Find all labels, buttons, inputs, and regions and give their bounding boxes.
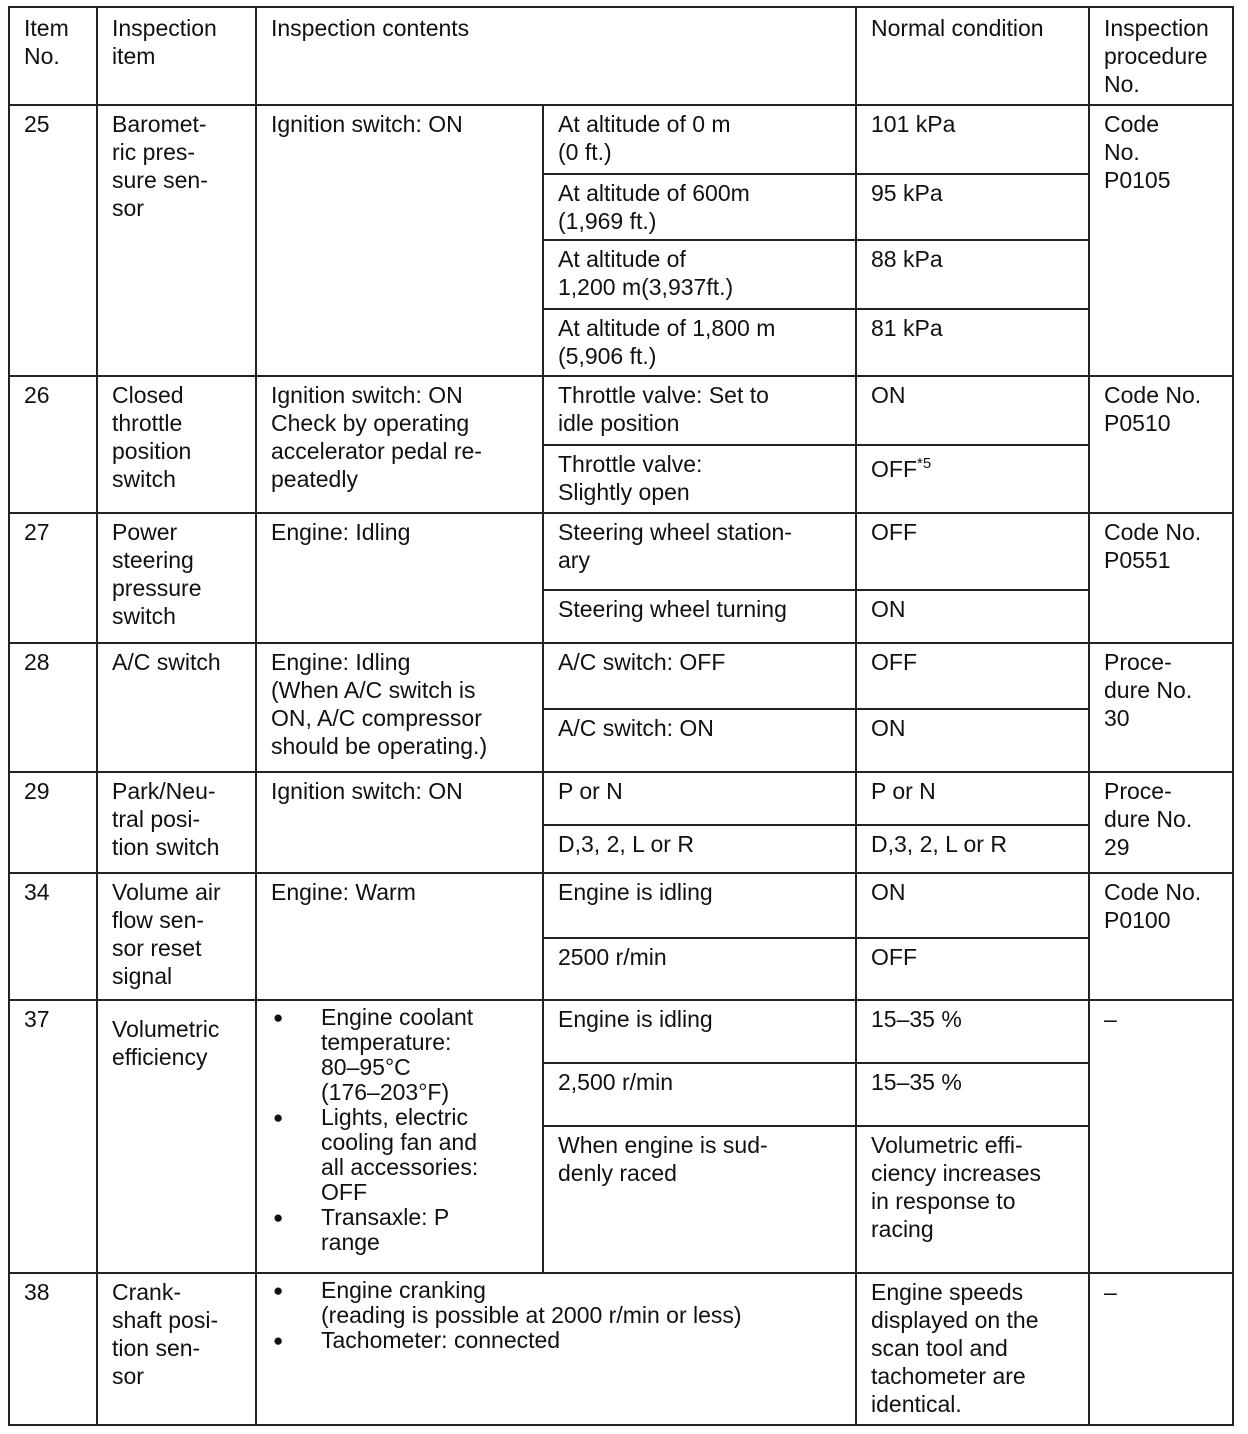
procedure-29: Proce- dure No. 29 xyxy=(1089,772,1233,873)
test-condition: A/C switch: ON xyxy=(543,709,856,772)
normal-value: 15–35 % xyxy=(856,1000,1089,1063)
item-no-38: 38 xyxy=(9,1273,97,1425)
item-name-34: Volume air flow sen- sor reset signal xyxy=(97,873,256,1000)
test-condition: When engine is sud- denly raced xyxy=(543,1126,856,1274)
normal-value: Volumetric effi- ciency increases in response to racing xyxy=(856,1126,1089,1274)
list-item: ● Engine cranking (reading is possible at 2000 r/min or less) xyxy=(271,1278,847,1328)
normal-value: 15–35 % xyxy=(856,1063,1089,1126)
item-name-28: A/C switch xyxy=(97,643,256,772)
item-name-27: Power steering pressure switch xyxy=(97,513,256,642)
normal-value: Engine speeds displayed on the scan tool and tachometer are identical. xyxy=(856,1273,1089,1425)
list-item: ● Transaxle: P range xyxy=(271,1205,534,1255)
normal-value: OFF xyxy=(856,938,1089,1001)
normal-value: 95 kPa xyxy=(856,174,1089,241)
header-inspection-item: Inspection item xyxy=(97,7,256,105)
item-name-26: Closed throttle position switch xyxy=(97,376,256,513)
test-condition: At altitude of 1,800 m (5,906 ft.) xyxy=(543,309,856,376)
footnote-mark: *5 xyxy=(917,454,932,472)
contents-26: Ignition switch: ON Check by operating accelerator pedal re- peatedly xyxy=(256,376,543,513)
table-row xyxy=(9,643,1233,710)
normal-value: OFF$^{*5}$ xyxy=(856,445,1089,514)
test-condition: Throttle valve: Slightly open xyxy=(543,445,856,514)
list-item: ● Engine coolant temperature: 80–95°C (176–203°F) xyxy=(271,1005,534,1105)
table-row xyxy=(9,513,1233,590)
contents-25: Ignition switch: ON xyxy=(256,105,543,376)
item-name-25: Baromet- ric pres- sure sen- sor xyxy=(97,105,256,376)
item-name-29: Park/Neu- tral posi- tion switch xyxy=(97,772,256,873)
test-condition: A/C switch: OFF xyxy=(543,643,856,710)
table-row xyxy=(9,873,1233,938)
conditions-list xyxy=(271,1278,847,1353)
contents-38 xyxy=(256,1273,856,1425)
item-no-27: 27 xyxy=(9,513,97,642)
conditions-list xyxy=(271,1005,534,1255)
table-row xyxy=(9,105,1233,174)
inspection-table xyxy=(8,6,1234,1426)
item-name-37: Volumetric efficiency xyxy=(97,1000,256,1273)
procedure-28: Proce- dure No. 30 xyxy=(1089,643,1233,772)
header-normal-condition: Normal condition xyxy=(856,7,1089,105)
table-row xyxy=(9,1000,1233,1063)
normal-value: P or N xyxy=(856,772,1089,825)
item-no-34: 34 xyxy=(9,873,97,1000)
item-no-28: 28 xyxy=(9,643,97,772)
normal-value: OFF xyxy=(856,643,1089,710)
table-row xyxy=(9,1273,1233,1425)
list-item: ● Tachometer: connected xyxy=(271,1328,847,1353)
header-row xyxy=(9,7,1233,105)
procedure-25: Code No. P0105 xyxy=(1089,105,1233,376)
procedure-26: Code No. P0510 xyxy=(1089,376,1233,513)
normal-value: ON xyxy=(856,376,1089,445)
procedure-34: Code No. P0100 xyxy=(1089,873,1233,1000)
normal-value: 101 kPa xyxy=(856,105,1089,174)
test-condition: At altitude of 0 m (0 ft.) xyxy=(543,105,856,174)
test-condition: P or N xyxy=(543,772,856,825)
contents-28: Engine: Idling (When A/C switch is ON, A/C compressor should be operating.) xyxy=(256,643,543,772)
procedure-38: – xyxy=(1089,1273,1233,1425)
procedure-27: Code No. P0551 xyxy=(1089,513,1233,642)
test-condition: Engine is idling xyxy=(543,1000,856,1063)
normal-value: 81 kPa xyxy=(856,309,1089,376)
item-no-29: 29 xyxy=(9,772,97,873)
test-condition: D,3, 2, L or R xyxy=(543,825,856,874)
list-item: ● Lights, electric cooling fan and all accessories: OFF xyxy=(271,1105,534,1205)
normal-value: OFF xyxy=(856,513,1089,590)
contents-34: Engine: Warm xyxy=(256,873,543,1000)
test-condition: Engine is idling xyxy=(543,873,856,938)
table-row xyxy=(9,376,1233,445)
test-condition: 2,500 r/min xyxy=(543,1063,856,1126)
contents-27: Engine: Idling xyxy=(256,513,543,642)
normal-value: ON xyxy=(856,709,1089,772)
test-condition: At altitude of 600m (1,969 ft.) xyxy=(543,174,856,241)
test-condition: Throttle valve: Set to idle position xyxy=(543,376,856,445)
item-no-25: 25 xyxy=(9,105,97,376)
item-name-38: Crank- shaft posi- tion sen- sor xyxy=(97,1273,256,1425)
normal-value: 88 kPa xyxy=(856,240,1089,309)
test-condition: At altitude of 1,200 m(3,937ft.) xyxy=(543,240,856,309)
procedure-37: – xyxy=(1089,1000,1233,1273)
test-condition: 2500 r/min xyxy=(543,938,856,1001)
item-no-26: 26 xyxy=(9,376,97,513)
contents-37 xyxy=(256,1000,543,1273)
normal-value: ON xyxy=(856,873,1089,938)
table-row xyxy=(9,772,1233,825)
normal-value: ON xyxy=(856,590,1089,643)
header-procedure-no: Inspection procedure No. xyxy=(1089,7,1233,105)
normal-value: D,3, 2, L or R xyxy=(856,825,1089,874)
test-condition: Steering wheel station- ary xyxy=(543,513,856,590)
header-item-no: Item No. xyxy=(9,7,97,105)
test-condition: Steering wheel turning xyxy=(543,590,856,643)
header-inspection-contents: Inspection contents xyxy=(256,7,856,105)
contents-29: Ignition switch: ON xyxy=(256,772,543,873)
item-no-37: 37 xyxy=(9,1000,97,1273)
